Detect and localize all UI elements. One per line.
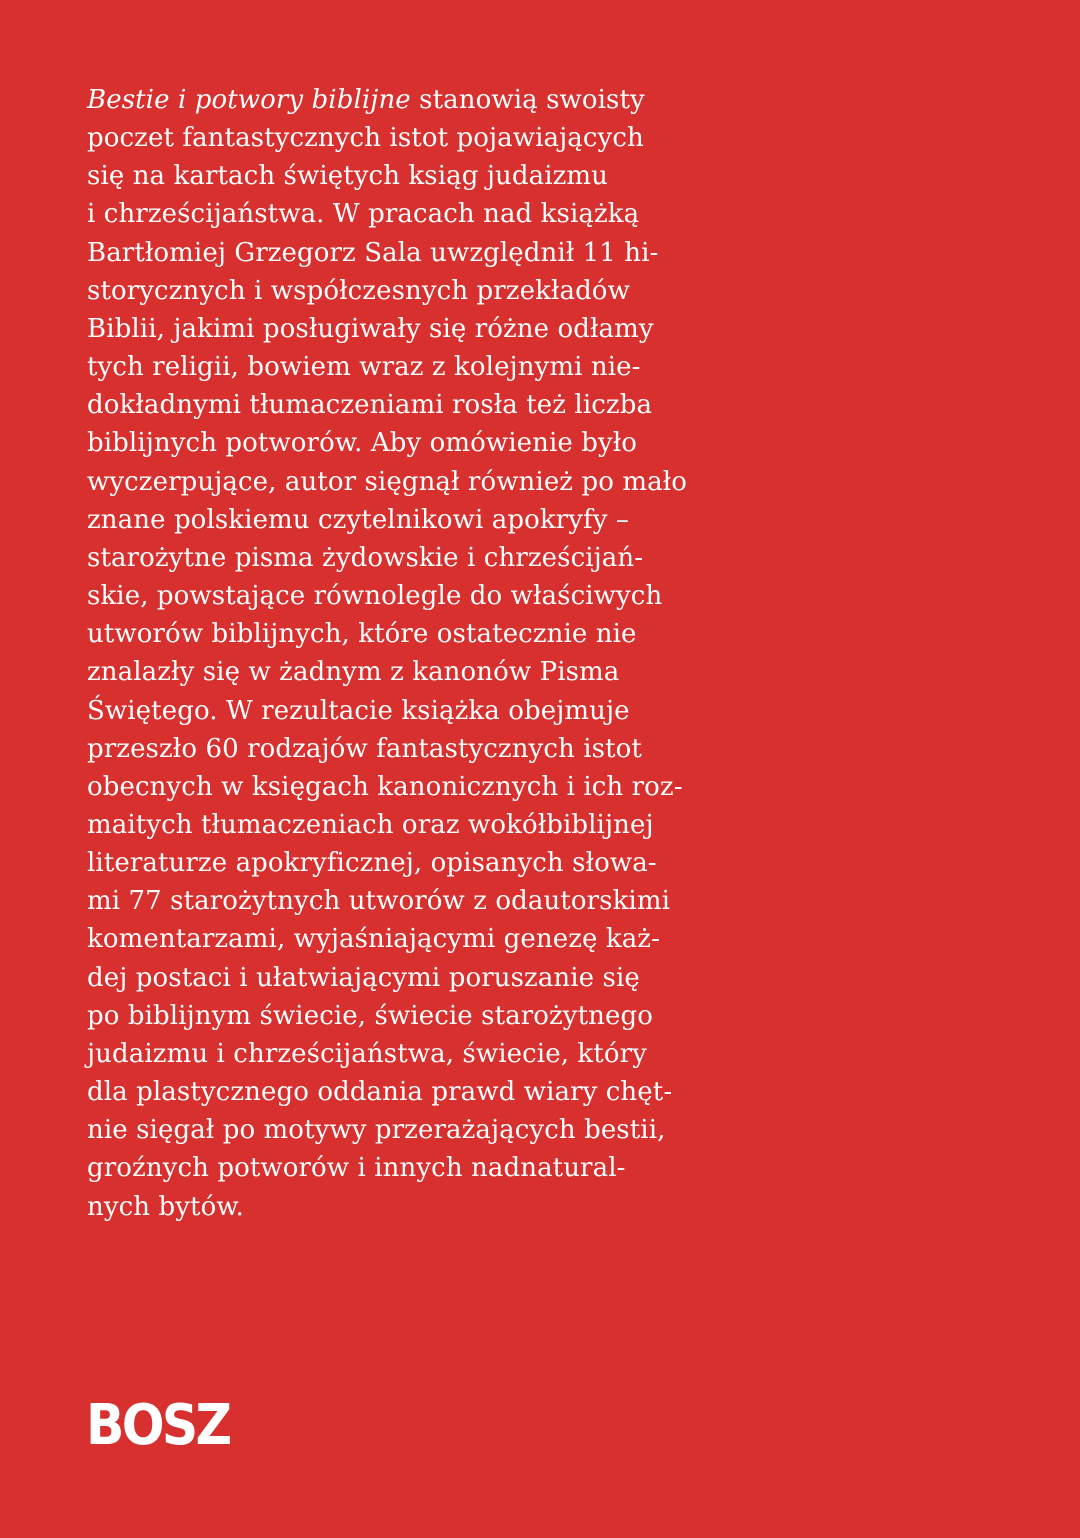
blurb-line-1-text: stanowią swoisty xyxy=(410,85,645,115)
blurb-line-18: przeszło 60 rodzajów fantastycznych istot xyxy=(87,733,642,764)
blurb-line-3: się na kartach świętych ksiąg judaizmu xyxy=(87,161,609,192)
blurb-line-25: po biblijnym świecie, świecie starożytnego xyxy=(87,1000,653,1031)
blurb-line-26: judaizmu i chrześcijaństwa, świecie, który xyxy=(87,1038,647,1069)
blurb-line-5: Bartłomiej Grzegorz Sala uwzględnił 11 hi- xyxy=(87,237,659,268)
blurb-line-13: starożytne pisma żydowskie i chrześcijań- xyxy=(87,542,644,573)
blurb-line-16: znalazły się w żadnym z kanonów Pisma xyxy=(87,657,620,688)
blurb-line-6: storycznych i współczesnych przekładów xyxy=(87,275,630,306)
blurb-line-30: nych bytów. xyxy=(87,1191,244,1222)
blurb-line-23: komentarzami, wyjaśniającymi genezę każ- xyxy=(87,924,660,955)
blurb-line-10: biblijnych potworów. Aby omówienie było xyxy=(87,428,638,459)
cover-blurb xyxy=(87,81,1027,1226)
publisher-logo: BOSZ xyxy=(86,1393,230,1458)
book-title: Bestie i potwory biblijne xyxy=(87,85,411,115)
blurb-line-9: dokładnymi tłumaczeniami rosła też liczba xyxy=(87,390,653,421)
blurb-line-14: skie, powstające równolegle do właściwych xyxy=(87,581,663,612)
blurb-line-24: dej postaci i ułatwiającymi poruszanie się xyxy=(87,962,640,993)
blurb-line-21: literaturze apokryficznej, opisanych słowa- xyxy=(87,848,657,879)
blurb-line-2: poczet fantastycznych istot pojawiających xyxy=(87,123,644,154)
blurb-line-19: obecnych w księgach kanonicznych i ich roz- xyxy=(87,771,683,802)
blurb-line-8: tych religii, bowiem wraz z kolejnymi nie- xyxy=(87,352,641,383)
blurb-line-12: znane polskiemu czytelnikowi apokryfy – xyxy=(87,504,629,535)
blurb-line-29: groźnych potworów i innych nadnatural- xyxy=(87,1153,626,1184)
blurb-line-17: Świętego. W rezultacie książka obejmuje xyxy=(87,695,630,726)
blurb-line-1 xyxy=(87,81,1027,119)
blurb-line-28: nie sięgał po motywy przerażających bestii, xyxy=(87,1115,666,1146)
blurb-line-20: maitych tłumaczeniach oraz wokółbiblijnej xyxy=(87,809,654,840)
blurb-line-15: utworów biblijnych, które ostatecznie nie xyxy=(87,619,637,650)
blurb-line-11: wyczerpujące, autor sięgnął również po mało xyxy=(87,466,687,497)
blurb-line-4: i chrześcijaństwa. W pracach nad książką xyxy=(87,199,640,230)
blurb-line-27: dla plastycznego oddania prawd wiary chęt- xyxy=(87,1077,673,1108)
blurb-line-22: mi 77 starożytnych utworów z odautorskimi xyxy=(87,886,671,917)
blurb-line-7: Biblii, jakimi posługiwały się różne odłamy xyxy=(87,313,654,344)
